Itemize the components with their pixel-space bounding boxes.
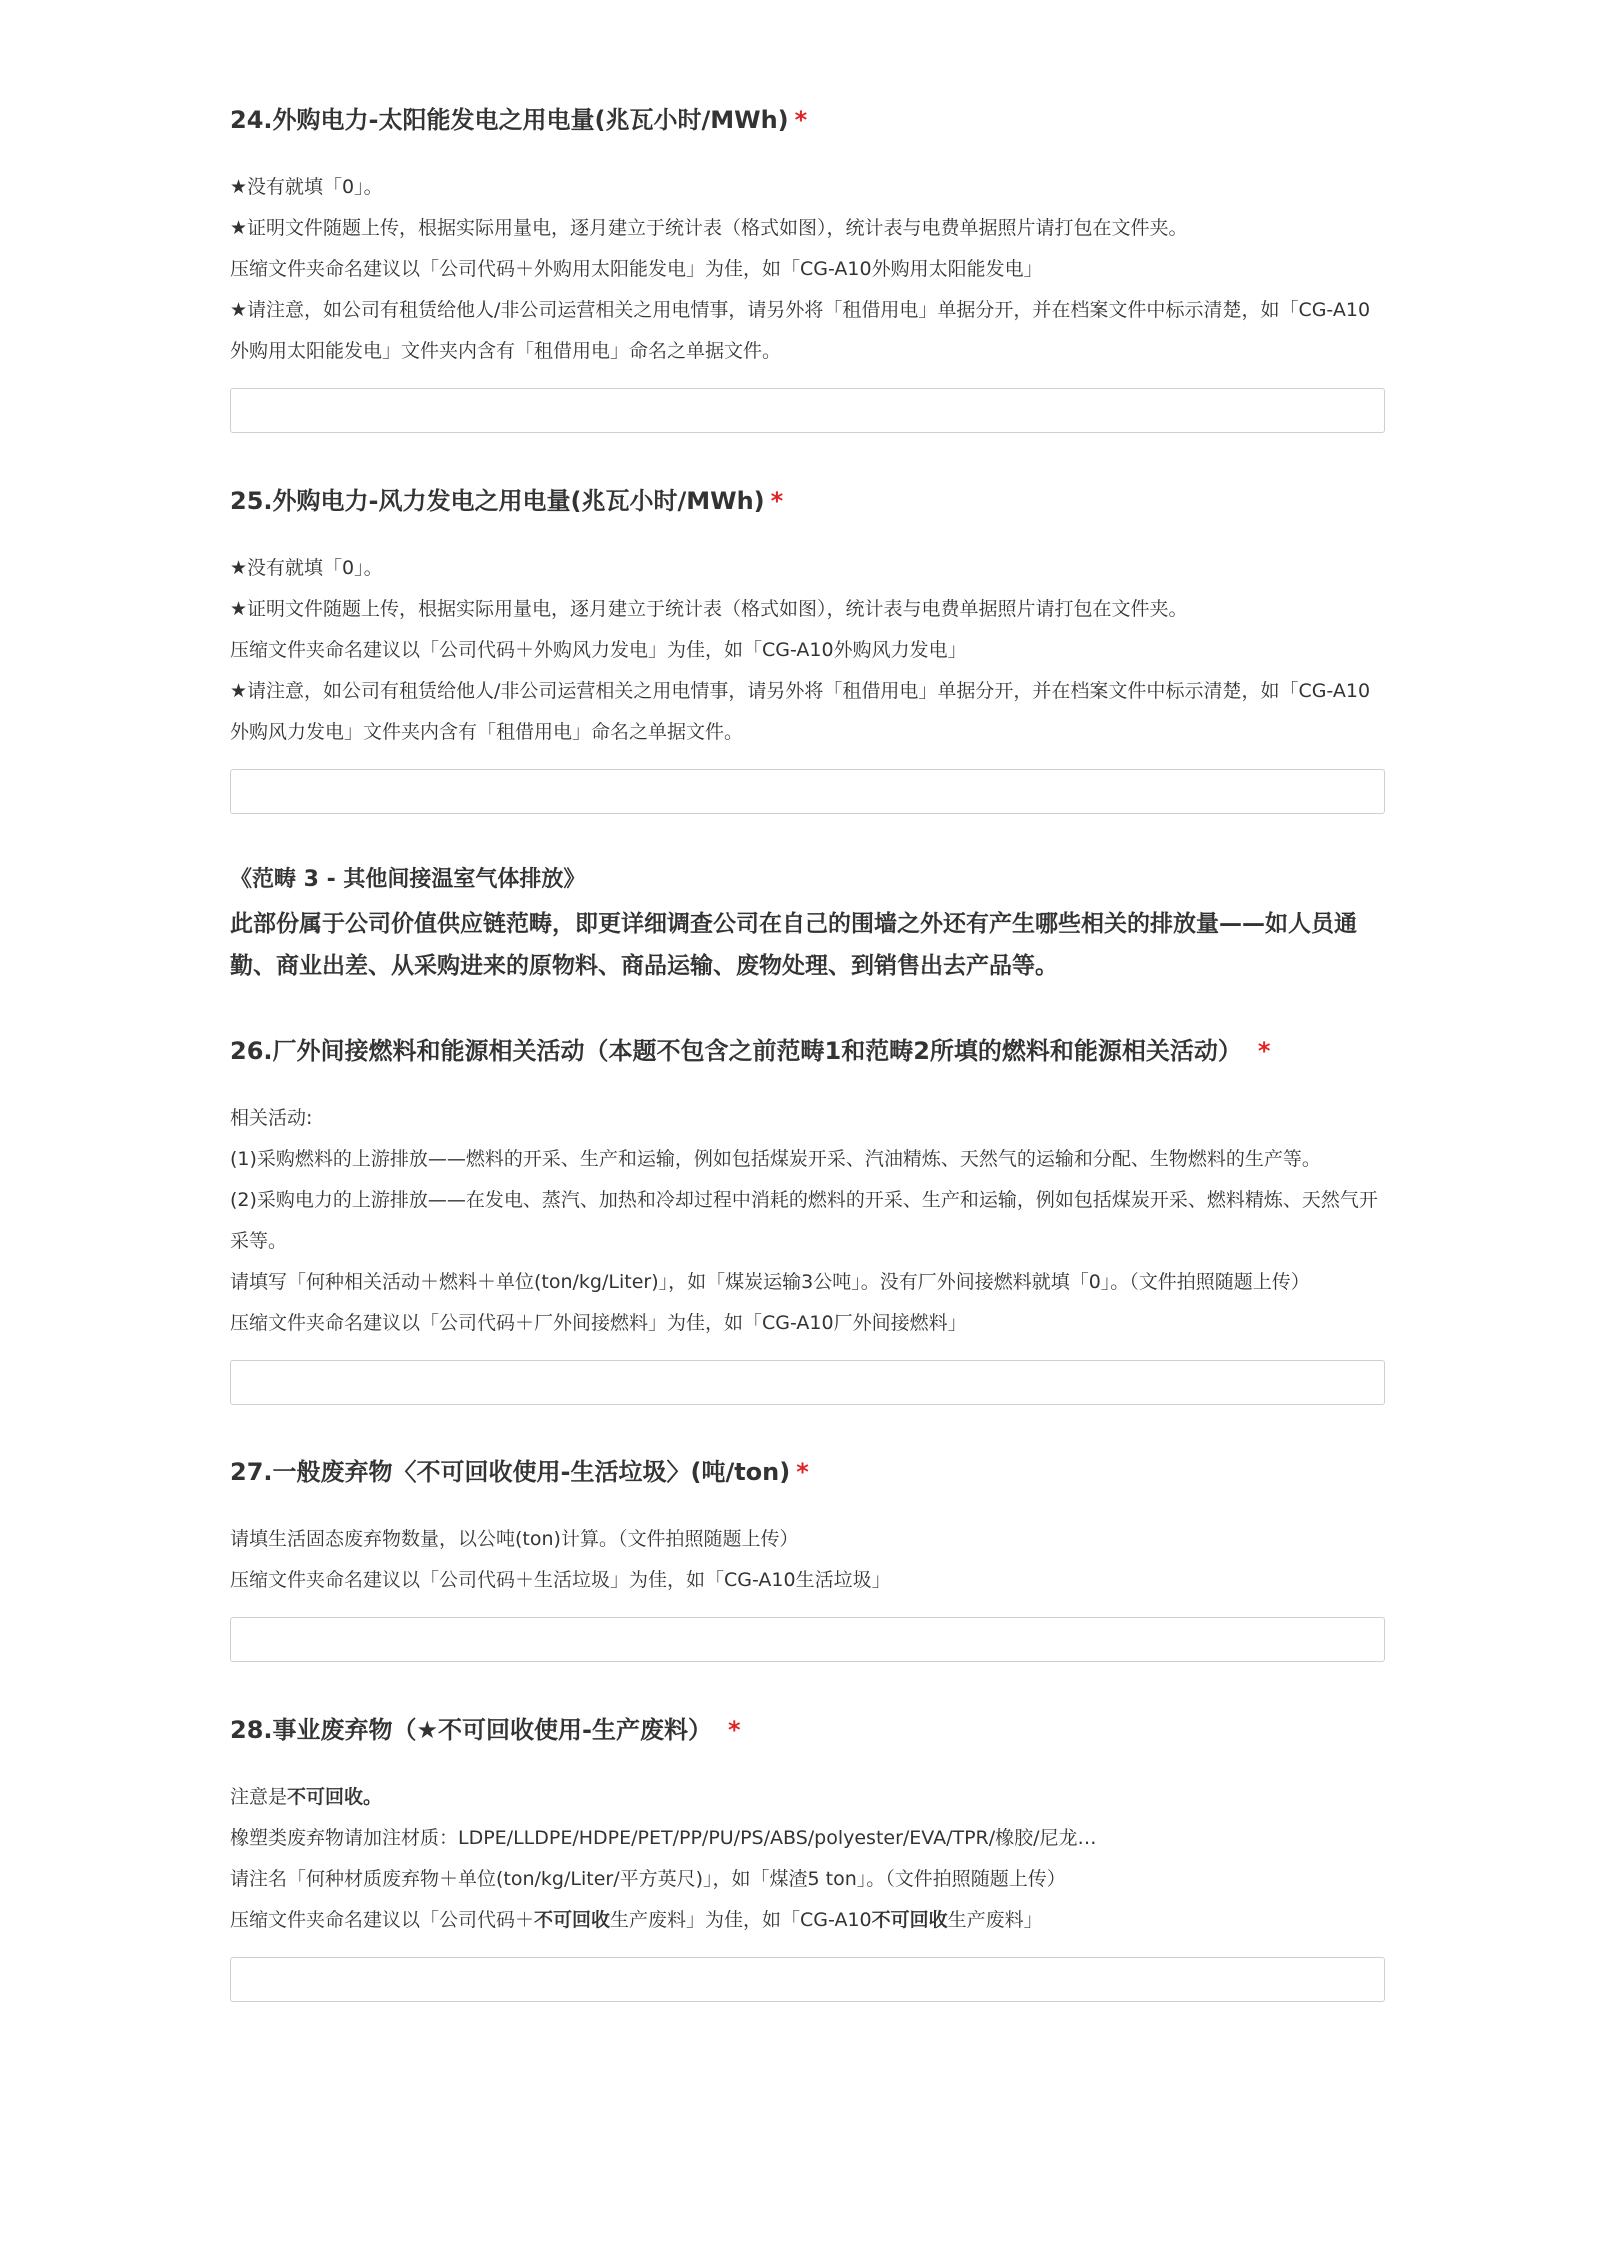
question-26-description xyxy=(230,1098,1385,1344)
required-mark: * xyxy=(796,1458,809,1486)
question-25 xyxy=(230,484,1385,814)
description-line: 压缩文件夹命名建议以「公司代码＋厂外间接燃料」为佳，如「CG-A10厂外间接燃料」 xyxy=(230,1312,967,1334)
question-27-title: 27.一般废弃物〈不可回收使用-生活垃圾〉(吨/ton) * xyxy=(230,1458,809,1486)
question-28-description xyxy=(230,1777,1385,1941)
question-26 xyxy=(230,1034,1385,1405)
question-28-answer-input[interactable] xyxy=(230,1957,1385,2002)
description-line: 压缩文件夹命名建议以「公司代码＋外购用太阳能发电」为佳，如「CG-A10外购用太阳能发电」 xyxy=(230,258,1043,280)
description-line: 请填生活固态废弃物数量，以公吨(ton)计算。（文件拍照随题上传） xyxy=(230,1528,799,1550)
required-mark: * xyxy=(770,487,784,515)
description-line: ★证明文件随题上传，根据实际用量电，逐月建立于统计表（格式如图），统计表与电费单据照片请打包在文件夹。 xyxy=(230,217,1188,239)
description-line: ★没有就填「0」。 xyxy=(230,557,383,579)
section-3-heading: 《范畴 3 - 其他间接温室气体排放》 xyxy=(230,867,586,892)
question-25-answer-input[interactable] xyxy=(230,769,1385,814)
question-24-title: 24.外购电力-太阳能发电之用电量(兆瓦小时/MWh) * xyxy=(230,106,808,134)
required-mark: * xyxy=(1257,1037,1271,1065)
description-line: ★请注意，如公司有租赁给他人/非公司运营相关之用电情事，请另外将「租借用电」单据分开，并在档案文件中标示清楚，如「CG-A10外购风力发电」文件夹内含有「租借用电」命名之单据文件。 xyxy=(230,680,1371,743)
description-line: 压缩文件夹命名建议以「公司代码＋生活垃圾」为佳，如「CG-A10生活垃圾」 xyxy=(230,1569,891,1591)
description-line: ★没有就填「0」。 xyxy=(230,176,383,198)
question-24-answer-input[interactable] xyxy=(230,388,1385,433)
section-3-description: 此部份属于公司价值供应链范畴，即更详细调查公司在自己的围墙之外还有产生哪些相关的排放量——如人员通勤、商业出差、从采购进来的原物料、商品运输、废物处理、到销售出去产品等。 xyxy=(230,911,1357,979)
question-26-answer-input[interactable] xyxy=(230,1360,1385,1405)
description-line: ★请注意，如公司有租赁给他人/非公司运营相关之用电情事，请另外将「租借用电」单据分开，并在档案文件中标示清楚，如「CG-A10外购用太阳能发电」文件夹内含有「租借用电」命名之单据文件。 xyxy=(230,299,1371,362)
question-28-title: 28.事业废弃物（★不可回收使用-生产废料） * xyxy=(230,1716,741,1744)
title-emphasis: ★不可回收 xyxy=(416,1716,535,1744)
materials-line: 橡塑类废弃物请加注材质：LDPE/LLDPE/HDPE/PET/PP/PU/PS/ABS/polyester/EVA/TPR/橡胶/尼龙… xyxy=(230,1827,1097,1849)
question-28 xyxy=(230,1713,1385,2002)
question-25-description xyxy=(230,548,1385,753)
instruction-line: 请注名「何种材质废弃物＋单位(ton/kg/Liter/平方英尺)」，如「煤渣5 ton」。（文件拍照随题上传） xyxy=(230,1868,1066,1890)
description-line: (2)采购电力的上游排放——在发电、蒸汽、加热和冷却过程中消耗的燃料的开采、生产和运输，例如包括煤炭开采、燃料精炼、天然气开采等。 xyxy=(230,1189,1378,1252)
question-27 xyxy=(230,1455,1385,1662)
question-25-title: 25.外购电力-风力发电之用电量(兆瓦小时/MWh) * xyxy=(230,487,784,515)
required-mark: * xyxy=(728,1716,741,1744)
description-line: 请填写「何种相关活动＋燃料＋单位(ton/kg/Liter)」，如「煤炭运输3公吨」。没有厂外间接燃料就填「0」。（文件拍照随题上传） xyxy=(230,1271,1310,1293)
description-line: (1)采购燃料的上游排放——燃料的开采、生产和运输，例如包括煤炭开采、汽油精炼、天然气的运输和分配、生物燃料的生产等。 xyxy=(230,1148,1321,1170)
description-line: 压缩文件夹命名建议以「公司代码＋外购风力发电」为佳，如「CG-A10外购风力发电」 xyxy=(230,639,967,661)
naming-line: 压缩文件夹命名建议以「公司代码＋不可回收生产废料」为佳，如「CG-A10不可回收生产废料」 xyxy=(230,1909,1043,1931)
question-26-title: 26.厂外间接燃料和能源相关活动（本题不包含之前范畴1和范畴2所填的燃料和能源相关活动） * xyxy=(230,1037,1271,1065)
note-line: 注意是不可回收。 xyxy=(230,1786,383,1808)
question-27-description xyxy=(230,1519,1385,1601)
section-3-header xyxy=(230,863,1385,987)
question-27-answer-input[interactable] xyxy=(230,1617,1385,1662)
description-line: ★证明文件随题上传，根据实际用量电，逐月建立于统计表（格式如图），统计表与电费单据照片请打包在文件夹。 xyxy=(230,598,1188,620)
question-24 xyxy=(230,103,1385,433)
description-line: 相关活动: xyxy=(230,1107,313,1129)
required-mark: * xyxy=(794,106,808,134)
question-24-description xyxy=(230,167,1385,372)
